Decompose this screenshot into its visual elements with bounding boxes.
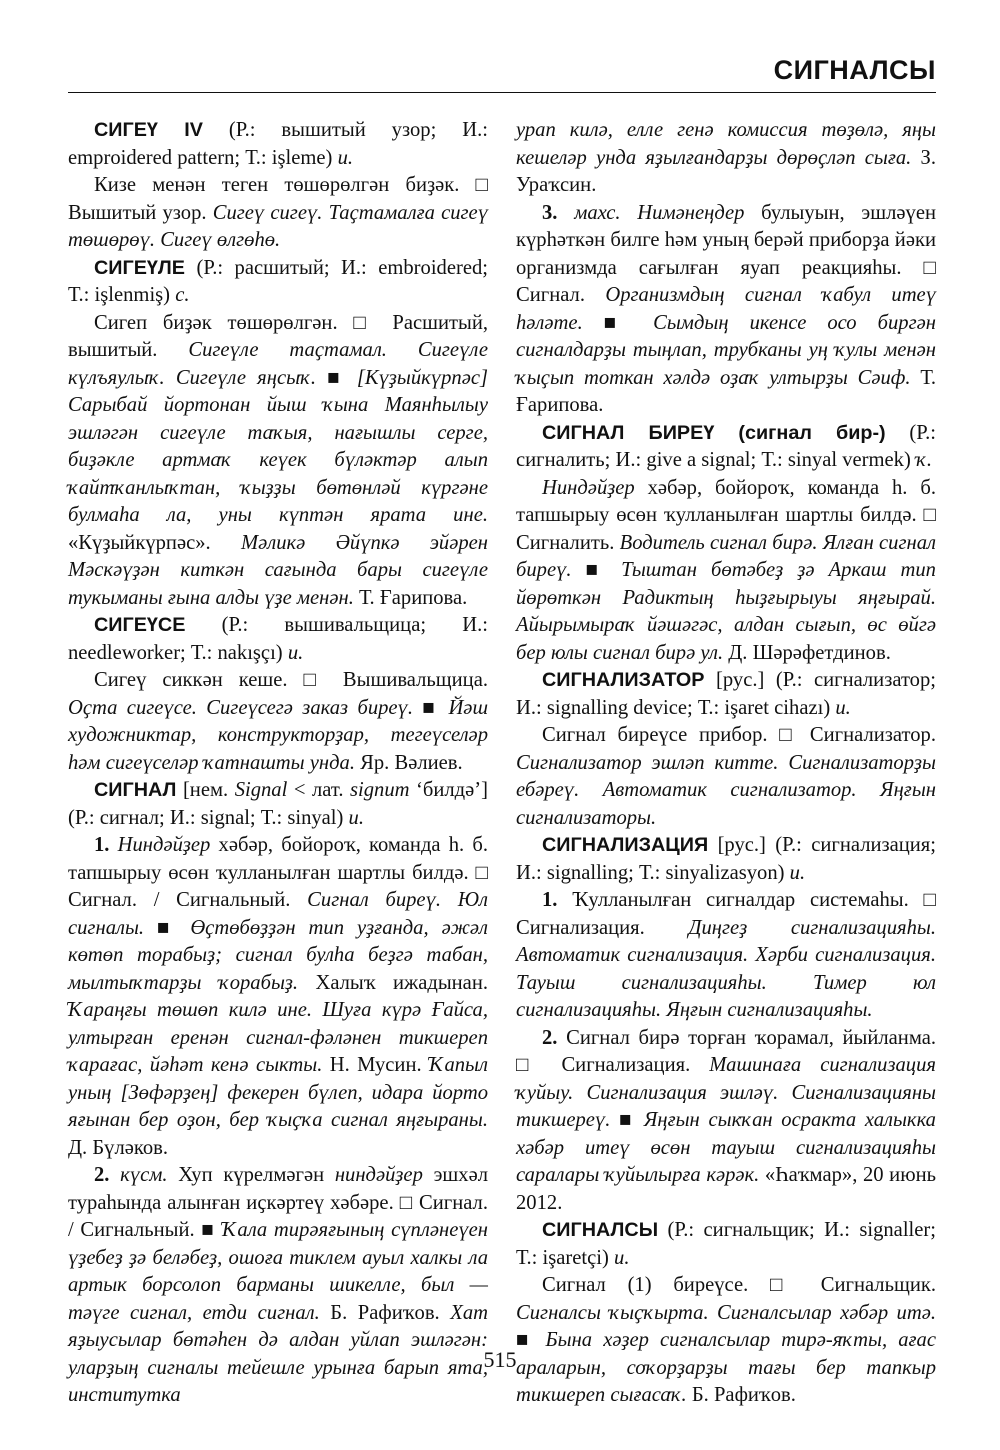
page-number: 515 bbox=[483, 1347, 517, 1372]
dictionary-paragraph: Сигнал (1) биреүсе. □ Сигнальщик. Сигналсы ҡыҫҡырта. Сигналсылар хәбәр итә. ■ Бына хәҙер сигналсылар тирә-яҡты, ағас араларын, соҡорҙарҙы тағы бер тапкыр тикшереп сығасаҡ. Б. Рафиҡов. bbox=[516, 1274, 936, 1406]
dictionary-paragraph: Сигеп биҙәк төшөрөлгән. □ Расшитый, вышитый. Сигеүле таҫтамал. Сигеүле күлъяулыҡ. Сигеүле яңсыҡ. ■ [Күҙыйкүрпәс] Сарыбай йортонан йыш ҡына Маянһылыу эшләгән сигеүле таҡыя, нағышлы серге, биҙәкле артмаҡ кеүек бүләктәр алып ҡайтҡанлыҡтан, ҡыҙҙы бөтөнләй күргәне булмаһа ла, уны күптән ярата ине. «Күҙыйкүрпәс». Мәликә Әйүпкә эйәрен Мәскәүҙән киткән сағында бары сигеүле тукыманы ғына алды үҙе менән. Т. Ғарипова. bbox=[68, 311, 489, 609]
dictionary-paragraph: 3. махс. Нимәнеңдер булыуын, эшләүен күрһәткән билге һәм уның берәй приборҙа йәки организмда сағылған яуап реакцияһы. □ Сигнал. Организмдың сигнал ҡабул итеү һәләте. ■ Сымдың икенсе осо биргән сигналдарҙы тыңлап, трубканы уң ҡулы менән ҡыҫып тоткан хәлдә оҙаҡ ултырҙы Сәиф. Т. Ғарипова. bbox=[516, 201, 936, 416]
dictionary-headword-entry: СИГЕҮЛЕ (Р.: расшитый; И.: embroidered; Т.: işlenmiş) с. bbox=[68, 256, 488, 306]
dictionary-headword-entry: СИГНАЛИЗАЦИЯ [рус.] (Р.: сигнализация; И.: signalling; Т.: sinyalizasyon) и. bbox=[516, 834, 936, 884]
dictionary-headword-entry: СИГНАЛ БИРЕҮ (сигнал бир-) (Р.: сигналить; И.: give a signal; Т.: sinyal vermek) ҡ. bbox=[516, 421, 936, 471]
right-column bbox=[516, 117, 936, 1410]
dictionary-headword-entry: СИГНАЛ [нем. Signal < лат. signum ‘билдә’] (Р.: сигнал; И.: signal; Т.: sinyal) и. bbox=[68, 779, 489, 829]
page-header bbox=[68, 52, 936, 93]
dictionary-paragraph: 2. күсм. Хуп күрелмәгән ниндәйҙер эшхәл тураһында алынған иҫкәртеү хәбәре. □ Сигнал. / Сигнальный. ■ Ҡала тирәяғының сүпләнеүен үҙебеҙ ҙә беләбеҙ, ошоға тиклем ауыл халкы ла артык борсолоп барманы шикелле, был — тәүге сигнал, етди сигнал. Б. Рафиҡов. Хат яҙыусылар бөтәһен дә алдан уйлап эшләгән: уларҙың сигналы тейешле урынға барып ята, институтка bbox=[68, 1164, 488, 1406]
dictionary-paragraph: Ниндәйҙер хәбәр, бойороҡ, команда һ. б. тапшырыу өсөн ҡулланылған шартлы билдә. □ Сигналить. Водитель сигнал бирә. Ялған сигнал биреү. ■ Тыштан бөтәбеҙ ҙә Аркаш тип йөрөткән Радиктың һыҙғырыуы яңғырай. Айырымыраҡ йәшәгәс, алдан сығып, өс өйгә бер юлы сигнал бирә ул. Д. Шәрәфетдинов. bbox=[516, 476, 936, 664]
dictionary-headword-entry: СИГНАЛИЗАТОР [рус.] (Р.: сигнализатор; И.: signalling device; Т.: işaret cihazı) и. bbox=[516, 669, 936, 719]
dictionary-paragraph: Сигеү сиккән кеше. □ Вышивальщица. Оҫта сигеүсе. Сигеүсегә заказ биреү. ■ Йәш художниктар, конструкторҙар, тегеүселәр һәм сигеүселәр ҡатнашты унда. Яр. Вәлиев. bbox=[68, 669, 488, 774]
dictionary-paragraph: 1. Ниндәйҙер хәбәр, бойороҡ, команда һ. б. тапшырыу өсөн ҡулланылған шартлы билдә. □ Сигнал. / Сигнальный. Сигнал биреү. Юл сигналы. ■ Өҫтөбөҙҙән тип уҙғанда, әжәл көтөп торабыҙ; сигнал булһа беҙгә табан, мылтыҡтарҙы ҡорабыҙ. Халыҡ ижадынан. Ҡараңғы төшөп килә ине. Шуға күрә Ғайса, ултырған еренән сигнал-фәләнен тикшереп ҡарағас, йәһәт кенә сыкты. Н. Мусин. Ҡапыл уның [Зөфәрҙең] фекерен бүлеп, идара йорто яғынан бер оҙон, бер ҡыҫҡа сигнал яңғыраны. Д. Бүләков. bbox=[68, 834, 488, 1159]
dictionary-headword-entry: СИГЕҮ IV (Р.: вышитый узор; И.: emproidered pattern; Т.: işleme) и. bbox=[68, 119, 488, 169]
dictionary-headword-entry: СИГНАЛСЫ (Р.: сигнальщик; И.: signaller; Т.: işaretçi) и. bbox=[516, 1219, 936, 1269]
left-column bbox=[68, 117, 488, 1410]
dictionary-paragraph: Кизе менән теген төшөрөлгән биҙәк. □ Вышитый узор. Сигеү сигеү. Таҫтамалға сигеү төшөрөү. Сигеү өлгөһө. bbox=[68, 174, 488, 251]
dictionary-paragraph: 2. Сигнал бирә торған ҡорамал, йыйланма. □ Сигнализация. Машинаға сигнализация ҡуйыу. Сигнализация эшләү. Сигнализацияны тикшереү. ■ Яңғын сыкҡан осракта халыкка хәбәр итеү өсөн тауыш сигнализацияһы саралары ҡуйылырға кәрәк. «Һаҡмар», 20 июнь 2012. bbox=[516, 1026, 936, 1214]
dictionary-headword-entry: СИГЕҮСЕ (Р.: вышивальщица; И.: needleworker; Т.: nakışçı) и. bbox=[68, 614, 488, 664]
running-head: СИГНАЛСЫ bbox=[773, 55, 936, 85]
dictionary-paragraph: урап килә, елле генә комиссия төҙөлә, яңы кешеләр унда яҙылғандарҙы дөрөҫләп сыға. З. Ураҡсин. bbox=[516, 119, 936, 196]
dictionary-paragraph: Сигнал биреүсе прибор. □ Сигнализатор. Сигнализатор эшләп китте. Сигнализаторҙы ебәреү. Автоматик сигнализатор. Яңғын сигнализаторы. bbox=[516, 724, 936, 829]
dictionary-paragraph: 1. Ҡулланылған сигналдар системаһы. □ Сигнализация. Диңгеҙ сигнализацияһы. Автоматик сигнализация. Хәрби сигнализация. Тауыш сигнализацияһы. Тимер юл сигнализацияһы. Яңғын сигнализацияһы. bbox=[516, 889, 936, 1021]
